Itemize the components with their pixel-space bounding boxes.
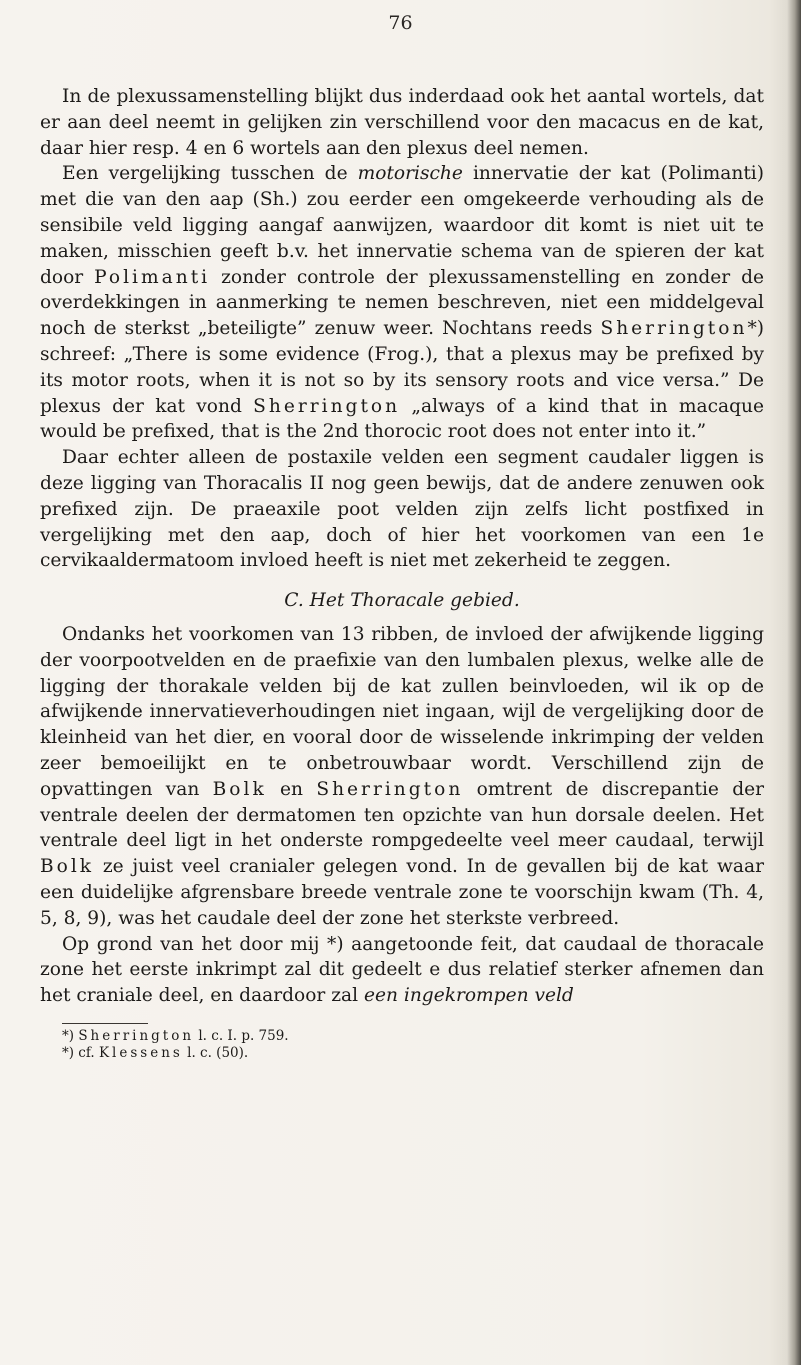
footnote-rule xyxy=(62,1023,148,1024)
footnote-author: Sherrington xyxy=(78,1027,195,1044)
author-sherrington: Sherrington xyxy=(600,318,748,340)
paragraph-3: Daar echter alleen de postaxile velden een segment caudaler liggen is deze ligging van Thoracalis II nog geen bewijs, dat de andere zenuwen ook prefixed zijn. De praeaxile poot velden zijn zelfs licht postfixed in vergelijking met den aap, doch of hier het voorkomen van een 1e cervikaaldermatoom invloed heeft is niet met zekerheid te zeggen. xyxy=(40,447,764,572)
footnote-1: *) Sherrington l. c. I. p. 759. xyxy=(62,1027,289,1044)
author-bolk: Bolk xyxy=(40,856,95,878)
section-heading: C. Het Thoracale gebied. xyxy=(284,590,520,612)
body-text xyxy=(40,84,764,1062)
author-sherrington: Sherrington xyxy=(316,778,464,800)
page-number: 76 xyxy=(388,12,413,34)
paragraph-5: Op grond van het door mij *) aangetoonde feit, dat caudaal de thoracale zone het eerste inkrimpt zal dit gedeelt e dus relatief sterker afnemen dan het craniale deel, en daardoor zal een ingekrompen veld xyxy=(40,933,764,1007)
paragraph-2: Een vergelijking tusschen de motorische innervatie der kat (Polimanti) met die van den aap (Sh.) zou eerder een omgekeerde verhouding als de sensibile veld ligging aangaf aanwijzen, waardoor dit komt is niet uit te maken, misschien geeft b.v. het innervatie schema van de spieren der kat door Polimanti zonder controle der plexussamenstelling en zonder de overdekkingen in aanmerking te nemen beschreven, niet een middelgeval noch de sterkst „beteiligte” zenuw weer. Nochtans reeds Sherrington*) schreef: „There is some evidence (Frog.), that a plexus may be prefixed by its motor roots, when it is not so by its sensory roots and vice versa.” De plexus der kat vond Sherrington „always of a kind that in macaque would be prefixed, that is the 2nd thorocic root does not enter into it.” xyxy=(40,163,764,443)
emphasis-motorische: motorische xyxy=(357,163,463,185)
footnotes xyxy=(40,1028,764,1062)
author-sherrington: Sherrington xyxy=(253,395,401,417)
page-edge-shadow xyxy=(787,0,801,1365)
author-bolk: Bolk xyxy=(212,778,267,800)
emphasis-ingekrompen-veld: een ingekrompen veld xyxy=(363,985,574,1007)
author-polimanti: Polimanti xyxy=(94,266,211,288)
paragraph-1: In de plexussamenstelling blijkt dus inderdaad ook het aantal wortels, dat er aan deel neemt in gelijken zin verschillend voor den macacus en de kat, daar hier resp. 4 en 6 wortels aan den plexus deel nemen. xyxy=(40,86,764,159)
footnote-2: *) cf. Klessens l. c. (50). xyxy=(62,1044,249,1061)
paragraph-4: Ondanks het voorkomen van 13 ribben, de invloed der afwijkende ligging der voorpootvelden en de praefixie van den lumbalen plexus, welke alle de ligging der thorakale velden bij de kat zullen beinvloeden, wil ik op de afwijkende innervatieverhoudingen niet ingaan, wijl de vergelijking door de kleinheid van het dier, en vooral door de wisselende inkrimping der velden zeer bemoeilijkt en te onbetrouwbaar wordt. Verschillend zijn de opvattingen van Bolk en Sherrington omtrent de discrepantie der ventrale deelen der dermatomen ten opzichte van hun dorsale deelen. Het ventrale deel ligt in het onderste rompgedeelte veel meer caudaal, terwijl Bolk ze juist veel cranialer gelegen vond. In de gevallen bij de kat waar een duidelijke afgrensbare breede ventrale zone te voorschijn kwam (Th. 4, 5, 8, 9), was het caudale deel der zone het sterkste verbreed. xyxy=(40,623,764,929)
footnote-author: Klessens xyxy=(98,1044,183,1061)
